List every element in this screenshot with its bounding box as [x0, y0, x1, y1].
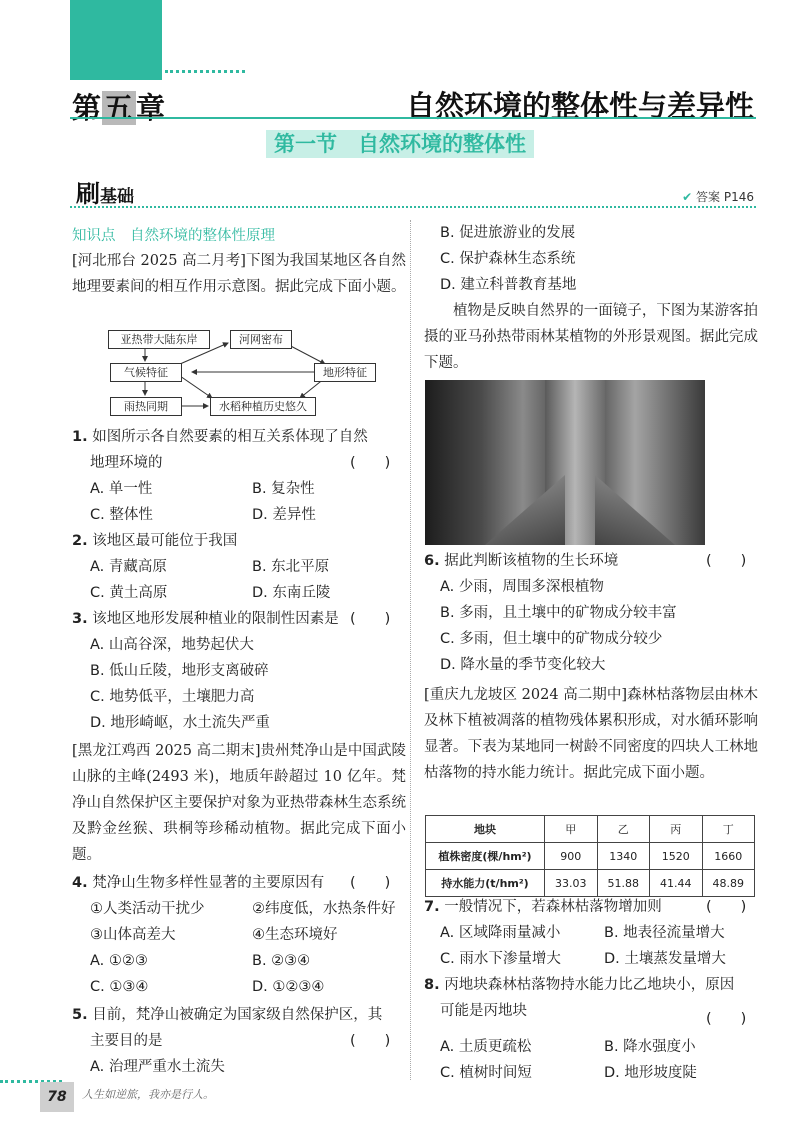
question-5: 5. 目前，梵净山被确定为国家级自然保护区，其 主要目的是 ( ) A. 治理严重水土流失: [72, 1007, 391, 1075]
question-5-continued: B. 促进旅游业的发展 C. 保护森林生态系统 D. 建立科普教育基地: [440, 225, 577, 293]
litter-water-table: [425, 815, 755, 897]
diagram-node-climate: 气候特征: [110, 363, 182, 382]
table-row: 植株密度(棵/hm²) 900 1340 1520 1660: [426, 843, 755, 870]
chapter-title: 自然环境的整体性与差异性: [405, 89, 754, 123]
check-icon: ✔: [682, 190, 693, 204]
chapter-accent-block: [70, 0, 162, 80]
question-8: 8. 丙地块森林枯落物持水能力比乙地块小，原因 可能是丙地块 ( ) A. 土质更疏松 B. 降水强度小 C. 植树时间短 D. 地形坡度陡: [424, 977, 747, 1081]
intro-amazon: 植物是反映自然界的一面镜子，下图为某游客拍摄的亚马孙热带雨林某植物的外形景观图。据此完成下题。: [424, 303, 758, 371]
diagram-node-subtropical-coast: 亚热带大陆东岸: [108, 330, 210, 349]
intro-hebei: [河北邢台 2025 高二月考]下图为我国某地区各自然地理要素间的相互作用示意图。据此完成下面小题。: [72, 253, 406, 295]
interaction-diagram: [100, 328, 380, 428]
intro-heilongjiang: [黑龙江鸡西 2025 高二期末]贵州梵净山是中国武陵山脉的主峰(2493 米)，地质年龄超过 10 亿年。梵净山自然保护区主要保护对象为亚热带森林生态系统及黔金丝猴、珙桐等珍稀动植物。据此完成下面小题。: [72, 743, 406, 863]
practice-badge: 刷基础: [76, 180, 134, 208]
question-2: 2. 该地区最可能位于我国 A. 青藏高原 B. 东北平原 C. 黄土高原 D. 东南丘陵: [72, 533, 331, 601]
answer-reference: ✔ 答案 P146: [682, 190, 754, 204]
question-6: 6. 据此判断该植物的生长环境 ( ) A. 少雨，周围多深根植物 B. 多雨，且土壤中的矿物成分较丰富 C. 多雨，但土壤中的矿物成分较少 D. 降水量的季节变化较大: [424, 553, 747, 673]
chapter-label: 第五章: [72, 91, 167, 125]
footer-motto: 人生如逆旅，我亦是行人。: [82, 1088, 214, 1101]
diagram-node-river-network: 河网密布: [230, 330, 292, 349]
knowledge-point-heading: 知识点 自然环境的整体性原理: [72, 228, 275, 244]
diagram-node-landform: 地形特征: [314, 363, 376, 382]
question-1: 1. 如图所示各自然要素的相互关系体现了自然 地理环境的 ( ) A. 单一性 B. 复杂性 C. 整体性 D. 差异性: [72, 429, 391, 523]
header-dots: [165, 70, 245, 73]
rainforest-photo: [425, 380, 705, 545]
intro-chongqing: [重庆九龙坡区 2024 高二期中]森林枯落物层由林木及林下植被凋落的植物残体累积形成，对水循环影响显著。下表为某地同一树龄不同密度的四块人工林地枯落物的持水能力统计。据此完成下面小题。: [424, 687, 758, 781]
column-divider: [410, 220, 411, 1080]
diagram-node-rain-heat: 雨热同期: [110, 397, 182, 416]
header-rule: [70, 117, 756, 119]
question-4: 4. 梵净山生物多样性显著的主要原因有 ( ) ①人类活动干扰少 ②纬度低，水热条件好 ③山体高差大 ④生态环境好 A. ①②③ B. ②③④ C. ①③④ D. ①②③④: [72, 875, 396, 995]
page-number: 78: [40, 1082, 74, 1112]
section-dots: [70, 206, 756, 208]
question-7: 7. 一般情况下，若森林枯落物增加则 ( ) A. 区域降雨量减小 B. 地表径流量增大 C. 雨水下渗量增大 D. 土壤蒸发量增大: [424, 899, 747, 967]
table-row: 持水能力(t/hm²) 33.03 51.88 41.44 48.89: [426, 870, 755, 897]
table-header-row: 地块 甲 乙 丙 丁: [426, 816, 755, 843]
diagram-node-rice-history: 水稻种植历史悠久: [210, 397, 316, 416]
question-3: 3. 该地区地形发展种植业的限制性因素是 ( ) A. 山高谷深，地势起伏大 B. 低山丘陵，地形支离破碎 C. 地势低平，土壤肥力高 D. 地形崎岖，水土流失严重: [72, 611, 391, 731]
section-title: 第一节 自然环境的整体性: [0, 128, 800, 158]
